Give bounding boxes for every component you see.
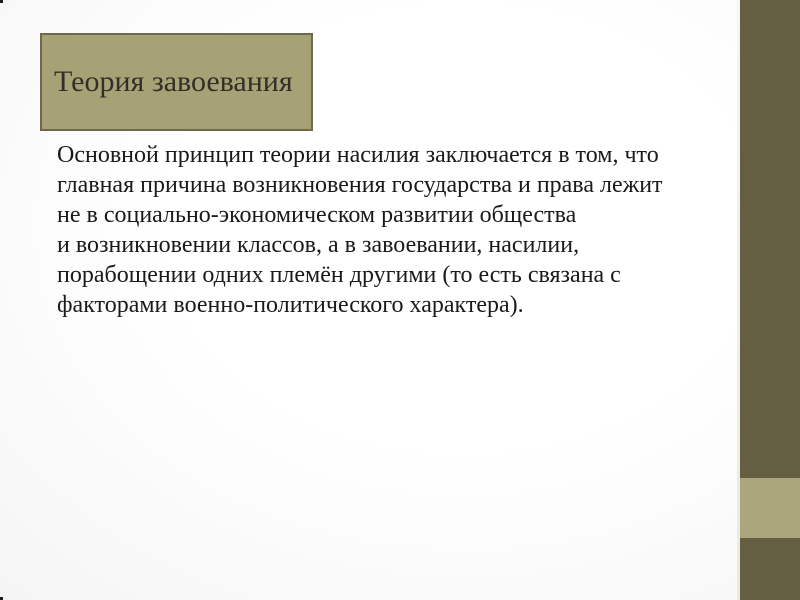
body-line: главная причина возникновения государства и права лежит — [57, 172, 663, 198]
right-accent-strip — [740, 0, 800, 600]
slide-title-box — [40, 33, 313, 131]
slide-body-text — [57, 140, 722, 320]
body-line: и возникновении классов, а в завоевании, насилии, — [57, 232, 580, 258]
body-line: факторами военно-политического характера). — [57, 292, 524, 318]
body-line: не в социально-экономическом развитии общества — [57, 202, 577, 228]
right-strip-light-band — [740, 478, 800, 538]
body-line: порабощении одних племён другими (то есть связана с — [57, 262, 621, 288]
slide-title: Теория завоевания — [54, 65, 293, 98]
corner-artifact-top-left — [0, 0, 3, 3]
body-line: Основной принцип теории насилия заключается в том, что — [57, 142, 659, 168]
